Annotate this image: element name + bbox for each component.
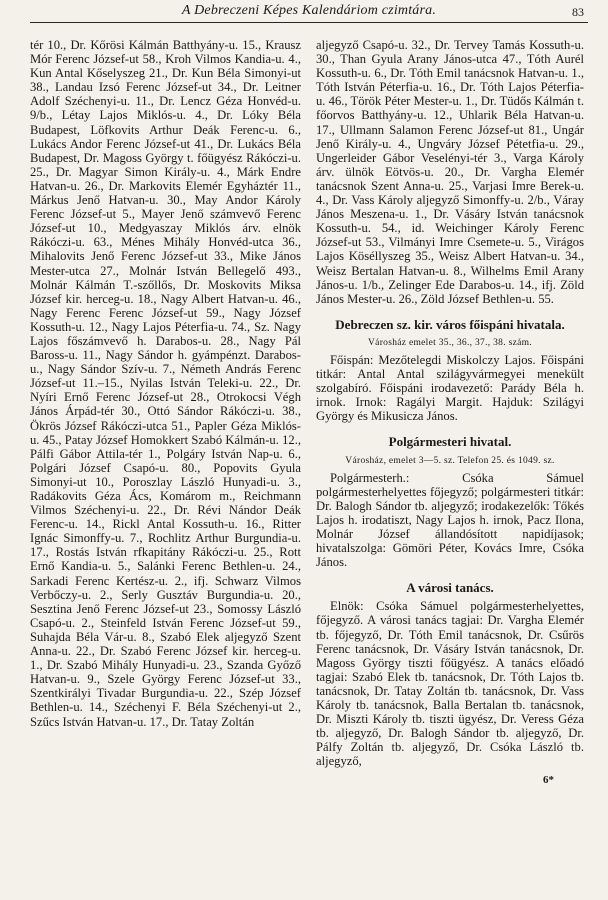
section-subtitle-foispani: Városház emelet 35., 36., 37., 38. szám. xyxy=(368,337,532,348)
section-title-tanacs: A városi tanács. xyxy=(406,580,494,596)
section-body-foispani: Főispán: Mezőtelegdi Miskolczy Lajos. Főispáni titkár: Antal Antal szilágyvármegyei menekült szolgabíró. Főispáni irodavezető: Parády Béla h. irnok. Irnok: Ragályi Margit. Hajduk: Szilágyi György és Mikusicza János. xyxy=(316,352,584,424)
page-header xyxy=(30,0,588,23)
signature-mark: 6* xyxy=(543,773,554,786)
directory-listing-left: tér 10., Dr. Kőrösi Kálmán Batthyány-u. 15., Krausz Mór Ferenc József-ut 58., Kroh Vilmos Kandia-u. 4., Kun Antal Kőselyszeg 21., Dr. Kun Béla Simonyi-ut 38., Landau Izsó Ferenc József-ut 34., Dr. Leitner Adolf Széchenyi-u. 11., Dr. Lencz Géza Honvéd-u. 9/b., Létay Lajos Miklós-u. 4., Dr. Lóky Béla Budapest, Löfkovits Arthur Deák Ferenc-u. 6., Lukács Andor Ferenc József-ut 41., Dr. Lukács Béla Budapest, Dr. Magoss György t. főügyész Rákóczi-u. 25., Dr. Magyar Simon Király-u. 4., Márk Endre Hatvan-u. 26., Dr. Markovits Elemér Egyháztér 11., Márkus Jenő Hatvan-u. 30., May Andor Károly Ferenc József-ut 5., Mayer Jenő számvevő Ferenc József-ut 10., Medgyaszay Miklós árv. elnök Rákóczi-u. 63., Ménes Mihály Honvéd-utca 36., Mihalovits Jenő Ferenc József-ut 33., Mike János Mester-utca 27., Molnár István Bellegelő 493., Molnár Kálmán T.-szőllős, Dr. Moskovits Miksa József kir. herceg-u. 18., Nagy Albert Hatvan-u. 46., Nagy Ferenc Ferenc József-ut 59., Nagy József Kossuth-u. 12., Nagy Lajos Péterfia-u. 74., Sz. Nagy Lajos főszámvevő h. Darabos-u. 28., Nagy Pál Baross-u. 11., Nagy Sándor h. gyámpénzt. Darabos-u., Nagy Sándor Szív-u. 7., Németh András Ferenc József-ut 11.–15., Nyilas István Teleki-u. 22., Dr. Nyíri Ernő Ferenc József-ut 28., Otrokocsi Végh János Árpád-tér 30., Ottó Sándor Rákóczi-u. 38., Ökrös József Rákóczi-utca 51., Papler Géza Miklós-u. 45., Patay József Homokkert Szabó Kálmán-u. 12., Pálfi Gábor Attila-tér 1., Polgáry István Nap-u. 6., Polgári József Csapó-u. 80., Popovits Gyula Simonyi-ut 10., Poroszlay László Hunyadi-u. 3., Radákovits Géza Ács, Komárom m., Reichmann Vilmos Széchenyi-u. 22., Dr. Révi Nándor Deák Ferenc-u. 14., Rickl Antal Kossuth-u. 16., Ritter Ignác Simonffy-u. 7., Rochlitz Arthur Burgundia-u. 17., Rostás István rfkapitány Rákóczi-u. 25., Rott Ernő Kandia-u. 5., Salánki Ferenc Bethlen-u. 24., Sarkadi Ferenc Kertész-u. 2., ifj. Schwarz Vilmos Verbőczy-u. 2., Serly Gusztáv Burgundia-u. 20., Sesztina Jenő Ferenc József-ut 23., Somossy László Csapó-u. 2., Steinfeld István Ferenc József-ut 59., Suhajda Béla Vár-u. 8., Szabó Elek aljegyző Szent Anna-u. 22., Dr. Szabó Ferenc József kir. herceg-u. 1., Dr. Szabó Mihály Hunyadi-u. 23., Szanda Győző Hatvan-u. 9., Szele György Ferenc József-ut 33., Szentkirályi Tivadar Burgundia-u. 22., Szép József Bethlen-u. 14., Széchenyi F. Béla Széchenyi-ut 2., Szűcs István Hatvan-u. 17., Dr. Tatay Zoltán xyxy=(30,38,301,729)
section-body-tanacs: Elnök: Csóka Sámuel polgármesterhelyettes, főjegyző. A városi tanács tagjai: Dr. Vargha Elemér tb. főjegyző, Dr. Tóth Emil tanácsnok, Dr. Csűrös Ferenc tanácsnok, Dr. Vásáry István tanácsnok, Dr. Magoss György tiszti főügyész. A tanács előadó tagjai: Szabó Elek tb. tanácsnok, Dr. Tóth Lajos tb. tanácsnok, Dr. Tatay Zoltán tb. tanácsnok, Dr. Vass Károly tb. tanácsnok, Balla Bertalan tb. tanácsnok, Dr. Miszti Károly tb. tiszti ügyész, Dr. Veress Géza tb. aljegyző, Dr. Balogh Sándor tb. aljegyző, Dr. Pálfy Zoltán tb. aljegyző, Dr. Csóka László tb. aljegyző, xyxy=(316,599,584,769)
section-title-foispani: Debreczen sz. kir. város főispáni hivatala. xyxy=(335,316,565,332)
directory-listing-right: aljegyző Csapó-u. 32., Dr. Tervey Tamás Kossuth-u. 30., Than Gyula Arany János-utca 47., Tóth Aurél Kossuth-u. 6., Dr. Tóth Emil tanácsnok Hatvan-u. 1., Tóth István Péterfia-u. 16., Dr. Tóth Lajos Péterfia-u. 46., Török Péter Mester-u. 1., Dr. Tüdős Kálmán t. főorvos Batthyány-u. 12., Uhlarik Béla Hatvan-u. 17., Ullmann Salamon Ferenc József-ut 81., Ungár Jenő Király-u. 4., Ungváry József Pétetfia-u. 29., Ungerleider Gábor Veselényi-tér 3., Varga Károly árv. ülnök Eötvös-u. 20., Dr. Vargha Elemér tanácsnok Szent Anna-u. 25., Varjasi Imre Berek-u. 4., Dr. Vass Károly aljegyző Simonffy-u. 2/b., Váray János Meszena-u. 1., Dr. Vásáry István tanácsnok Kossuth-u. 54., id. Weichinger Károly Ferenc József-ut 53., Vilmányi Imre Csemete-u. 5., Virágos Lajos Köséllyszeg 35., Weisz Albert Hatvan-u. 34., Weisz Bertalan Hatvan-u. 8., Wilhelms Emil Arany János-u. 1/b., Zelinger Ede Darabos-u. 14., ifj. Zöld János Mester-u. 26., Zöld József Bethlen-u. 55. xyxy=(316,38,584,306)
right-column xyxy=(316,38,584,787)
section-body-polgarmesteri: Polgármesterh.: Csóka Sámuel polgármesterhelyettes főjegyző; polgármesteri titkár: Dr. Balogh Sándor tb. aljegyző; irodakezelők: Tőkés Lajos h. irodatiszt, Nagy Lajos h. irnok, Pacz Ilona, Molnár József állandósított napidíjasok; hivatalszolga: Gömöri Péter, Kovács Imre, Csóka János. xyxy=(316,470,584,570)
running-title: A Debreczeni Képes Kalendáriom czimtára. xyxy=(181,3,437,18)
left-column xyxy=(30,38,301,900)
page-number: 83 xyxy=(572,5,584,19)
section-title-polgarmesteri: Polgármesteri hivatal. xyxy=(388,434,512,450)
section-subtitle-polgarmesteri: Városház, emelet 3—5. sz. Telefon 25. és 1049. sz. xyxy=(345,455,555,466)
